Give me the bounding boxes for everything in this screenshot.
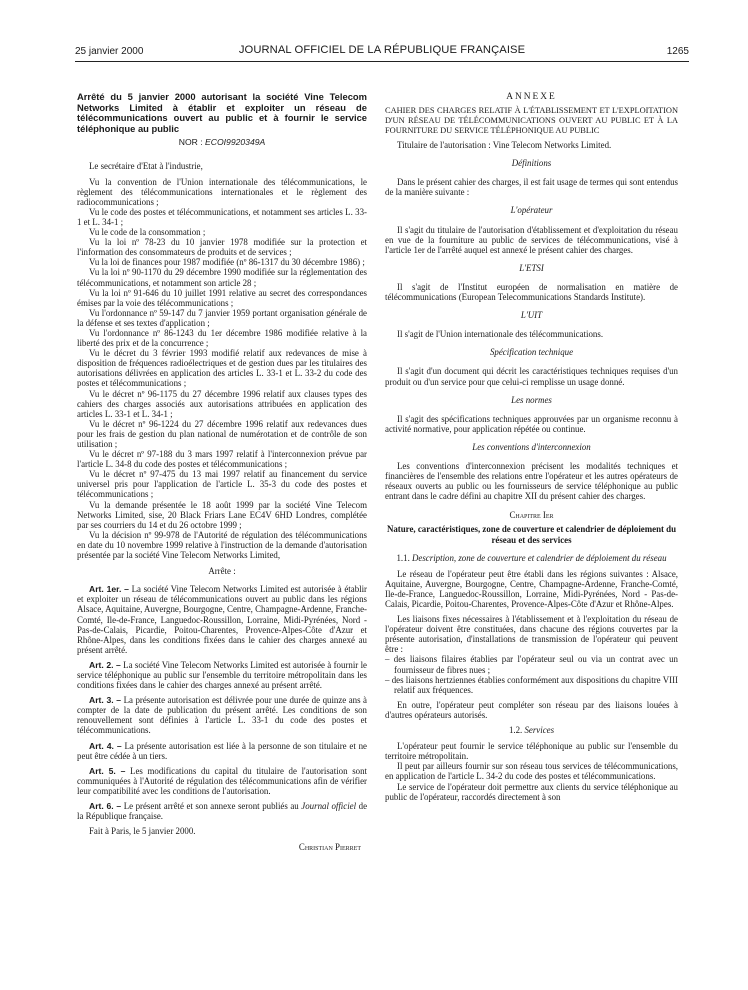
- definitions-intro: Dans le présent cahier des charges, il est fait usage de termes qui sont entendus de la manière suivante :: [385, 177, 678, 198]
- cahier-title: CAHIER DES CHARGES RELATIF À L'ÉTABLISSEMENT ET L'EXPLOITATION D'UN RÉSEAU DE TÉLÉCOMMUNICATIONS OUVERT AU PUBLIC ET À LA FOURNITURE DU SERVICE TÉLÉPHONIQUE AU PUBLIC: [385, 106, 678, 136]
- paragraph: Le service de l'opérateur doit permettre aux clients du service téléphonique au public de l'opérateur, raccordés directement à son: [385, 781, 678, 802]
- visa-paragraph: Vu la loi nº 90-1170 du 29 décembre 1990 modifiée sur la réglementation des télécommunications, et notamment son article 28 ;: [77, 267, 367, 288]
- annexe-heading: ANNEXE: [506, 92, 557, 102]
- visa-paragraph: Vu la demande présentée le 18 août 1999 par la société Vine Telecom Networks Limited, sise, 20 Black Friars Lane EC4V 6HD Londres, complétée par ses courriers du 14 et du 26 octobre 1999 ;: [77, 499, 367, 530]
- header-journal-title: JOURNAL OFFICIEL DE LA RÉPUBLIQUE FRANÇAISE: [238, 44, 526, 56]
- nor-reference: [77, 137, 367, 147]
- definition-heading: Les normes: [511, 394, 552, 405]
- visa-paragraph: Vu le code des postes et télécommunications, et notamment ses articles L. 33-1 et L. 34-1 ;: [77, 206, 367, 227]
- header-date: 25 janvier 2000: [75, 46, 144, 57]
- article-text: La société Vine Telecom Networks Limited est autorisée à établir et exploiter un réseau de télécommunications ouvert au public dans les régions Alsace, Aquitaine, Auvergne, Bourgogne, Centre, Champagne-Ardenne, Franche-Comté, Ile-de-France, Languedoc-Roussillon, Lorraine, Midi-Pyrénées, Nord - Pas-de-Calais, Picardie, Poitou-Charentes, Provence-Alpes-Côte d'Azur et Rhône-Alpes, dans les conditions fixées dans le cahier des charges annexé au présent arrêté.: [77, 584, 368, 655]
- definition-text: Il s'agit des spécifications techniques approuvées par un organisme reconnu à activité normative, pour application répétée ou continue.: [385, 413, 678, 434]
- subsection-1-1: [385, 553, 678, 563]
- article-4: [77, 741, 367, 761]
- visa-paragraph: Vu l'ordonnance nº 59-147 du 7 janvier 1959 portant organisation générale de la défense et ses textes d'application ;: [77, 307, 367, 328]
- article-label: Art. 2. –: [89, 659, 121, 670]
- header-rule: [75, 61, 689, 62]
- subsection-1-2: [385, 725, 678, 735]
- header-page-number: 1265: [666, 46, 689, 57]
- visa-paragraph: Vu la décision nº 99-978 de l'Autorité de régulation des télécommunications en date du 10 novembre 1999 relative à l'instruction de la demande d'autorisation présentée par la société Vine Telecom Networks Limited,: [77, 529, 367, 561]
- titulaire-line: Titulaire de l'autorisation : Vine Telecom Networks Limited.: [397, 140, 612, 151]
- subsection-title: Description, zone de couverture et calendrier de déploiement du réseau: [412, 552, 667, 563]
- definition-text: Il s'agit de l'Union internationale des télécommunications.: [397, 329, 604, 340]
- definition-heading: Les conventions d'interconnexion: [472, 441, 591, 452]
- article-label: Art. 3. –: [89, 695, 122, 706]
- visa-paragraph: Vu la loi de finances pour 1987 modifiée (nº 86-1317 du 30 décembre 1986) ;: [89, 257, 365, 268]
- journal-officiel-italic: Journal officiel: [301, 801, 357, 811]
- article-6: [77, 801, 367, 821]
- signature: Christian Pierret: [298, 842, 361, 853]
- visa-paragraph: Vu la loi nº 91-646 du 10 juillet 1991 relative au secret des correspondances émises par la voie des télécommunications ;: [77, 287, 367, 308]
- decree-title: Arrêté du 5 janvier 2000 autorisant la société Vine Telecom Networks Limited à établir et exploiter un réseau de télécommunications ouvert au public et à fournir le service téléphonique au public: [77, 91, 367, 134]
- definition-text: Il s'agit du titulaire de l'autorisation d'établissement et d'exploitation du réseau en vue de la fourniture au public de services de télécommunications, visé à l'article 1er de l'arrêté auquel est annexé le présent cahier des charges.: [385, 224, 678, 255]
- article-3: [77, 695, 367, 735]
- dash-list: [385, 654, 678, 694]
- visa-paragraph: Vu la loi nº 78-23 du 10 janvier 1978 modifiée sur la protection et l'information des consommateurs de produits et de services ;: [77, 237, 367, 258]
- arrete-heading: Arrête :: [208, 566, 236, 577]
- article-text: Le présent arrêté et son annexe seront publiés au: [123, 801, 299, 811]
- definition-text: Il s'agit de l'Institut européen de normalisation en matière de télécommunications (European Telecommunications Standards Institute).: [385, 281, 678, 303]
- definition-heading: L'ETSI: [519, 262, 544, 273]
- article-label: Art. 6. –: [89, 801, 122, 811]
- visa-paragraph: Vu l'ordonnance nº 86-1243 du 1er décembre 1986 modifiée relative à la liberté des prix et de la concurrence ;: [77, 327, 367, 349]
- paragraph: Les liaisons fixes nécessaires à l'établissement et à l'exploitation du réseau de l'opérateur doivent être constituées, dans chacune des régions couvertes par la présente autorisation, d'installations de transmission de l'opérateur qui peuvent être :: [385, 614, 678, 655]
- definition-heading: L'UIT: [520, 310, 543, 321]
- nor-code: ECOI9920349A: [205, 137, 266, 148]
- paragraph: Il peut par ailleurs fournir sur son réseau tous services de télécommunications, en application de l'article L. 34-2 du code des postes et télécommunications.: [385, 761, 678, 782]
- visa-paragraph: Vu la convention de l'Union internationale des télécommunications, le règlement des télécommunications internationales et le règlement des radiocommunications ;: [77, 176, 367, 207]
- chapter-title: Nature, caractéristiques, zone de couverture et calendrier de déploiement du réseau et des services: [386, 524, 677, 546]
- visa-paragraph: Vu le décret du 3 février 1993 modifié relatif aux redevances de mise à disposition de fréquences radioélectriques et de gestion dues par les titulaires des autorisations délivrées en application des articles L. 33-1 et L. 33-2 du code des postes et télécommunications ;: [77, 348, 367, 389]
- visa-paragraph: Vu le décret nº 97-475 du 13 mai 1997 relatif au financement du service universel pris pour l'application de l'article L. 35-3 du code des postes et télécommunications ;: [77, 469, 367, 500]
- article-label: Art. 5. –: [89, 765, 126, 776]
- chapter-label: Chapitre Ier: [509, 510, 554, 521]
- subsection-title: Services: [524, 725, 555, 736]
- definition-text: Les conventions d'interconnexion précisent les modalités techniques et financières de l'ensemble des relations entre l'opérateur et les autres opérateurs de réseaux ouverts au public ou les fournisseurs de service téléphonique au public entrant dans le cadre défini au chapitre XII du présent cahier des charges.: [385, 460, 678, 502]
- nor-label: NOR :: [178, 137, 203, 148]
- article-text: La présente autorisation est délivrée pour une durée de quinze ans à compter de la date de publication du présent arrêté. Les conditions de son renouvellement sont définies à l'article L. 33-1 du code des postes et télécommunications.: [77, 695, 367, 736]
- article-text: Les modifications du capital du titulaire de l'autorisation sont communiquées à l'Autorité de régulation des télécommunications afin de vérifier leur compatibilité avec les conditions de l'autorisation.: [77, 765, 367, 796]
- definition-text: Il s'agit d'un document qui décrit les caractéristiques techniques requises d'un produit ou d'un service pour que celui-ci remplisse un usage donné.: [385, 366, 678, 387]
- article-label: Art. 4. –: [89, 740, 122, 751]
- article-label: Art. 1er. –: [89, 584, 129, 595]
- article-text: La société Vine Telecom Networks Limited est autorisée à fournir le service téléphonique au public sur l'ensemble du territoire métropolitain dans les conditions fixées dans le cahier des charges annexé au présent arrêté.: [77, 659, 367, 691]
- left-column: [77, 92, 367, 852]
- article-5: [77, 766, 367, 796]
- definition-heading: Spécification technique: [489, 347, 574, 358]
- subsection-number: 1.2.: [508, 725, 523, 736]
- definition-heading: L'opérateur: [510, 205, 553, 216]
- visa-paragraph: Le secrétaire d'Etat à l'industrie,: [89, 161, 203, 172]
- paragraph: En outre, l'opérateur peut compléter son réseau par des liaisons louées à d'autres opérateurs autorisés.: [385, 699, 678, 720]
- visa-paragraph: Vu le décret nº 96-1224 du 27 décembre 1996 relatif aux redevances dues pour les frais de gestion du plan national de numérotation et de contrôle de son utilisation ;: [77, 418, 367, 449]
- visa-paragraph: Vu le décret nº 96-1175 du 27 décembre 1996 relatif aux clauses types des cahiers des charges associés aux autorisations attribuées en application des articles L. 33-1 et L. 34-1 ;: [77, 388, 367, 419]
- right-column: [385, 92, 678, 802]
- paragraph: L'opérateur peut fournir le service téléphonique au public sur l'ensemble du territoire métropolitain.: [385, 741, 678, 762]
- article-text: La présente autorisation est liée à la personne de son titulaire et ne peut être cédée à un tiers.: [77, 740, 367, 761]
- list-item: – des liaisons filaires établies par l'opérateur seul ou via un contrat avec un fournisseur de fibres nues ;: [385, 654, 678, 675]
- page-header: [75, 44, 689, 60]
- section-heading: Définitions: [511, 158, 552, 169]
- subsection-number: 1.1.: [396, 552, 410, 563]
- visa-paragraph: Vu le code de la consommation ;: [89, 227, 206, 238]
- article-2: [77, 660, 367, 690]
- paragraph: Le réseau de l'opérateur peut être établi dans les régions suivantes : Alsace, Aquitaine, Auvergne, Bourgogne, Centre, Champagne-Ardenne, Franche-Comté, Ile-de-France, Languedoc-Roussillon, Lorraine, Midi-Pyrénées, Nord - Pas-de-Calais, Picardie, Poitou-Charentes, Provence-Alpes-Côte d'Azur et Rhône-Alpes.: [385, 568, 678, 609]
- visa-paragraph: Vu le décret nº 97-188 du 3 mars 1997 relatif à l'interconnexion prévue par l'article L. 34-8 du code des postes et télécommunications ;: [77, 449, 367, 470]
- article-text: de la République française.: [77, 801, 368, 822]
- article-1: [77, 584, 367, 655]
- done-at: Fait à Paris, le 5 janvier 2000.: [89, 826, 196, 837]
- list-item: – des liaisons hertziennes établies conformément aux dispositions du chapitre VIII relatif aux fréquences.: [385, 674, 678, 695]
